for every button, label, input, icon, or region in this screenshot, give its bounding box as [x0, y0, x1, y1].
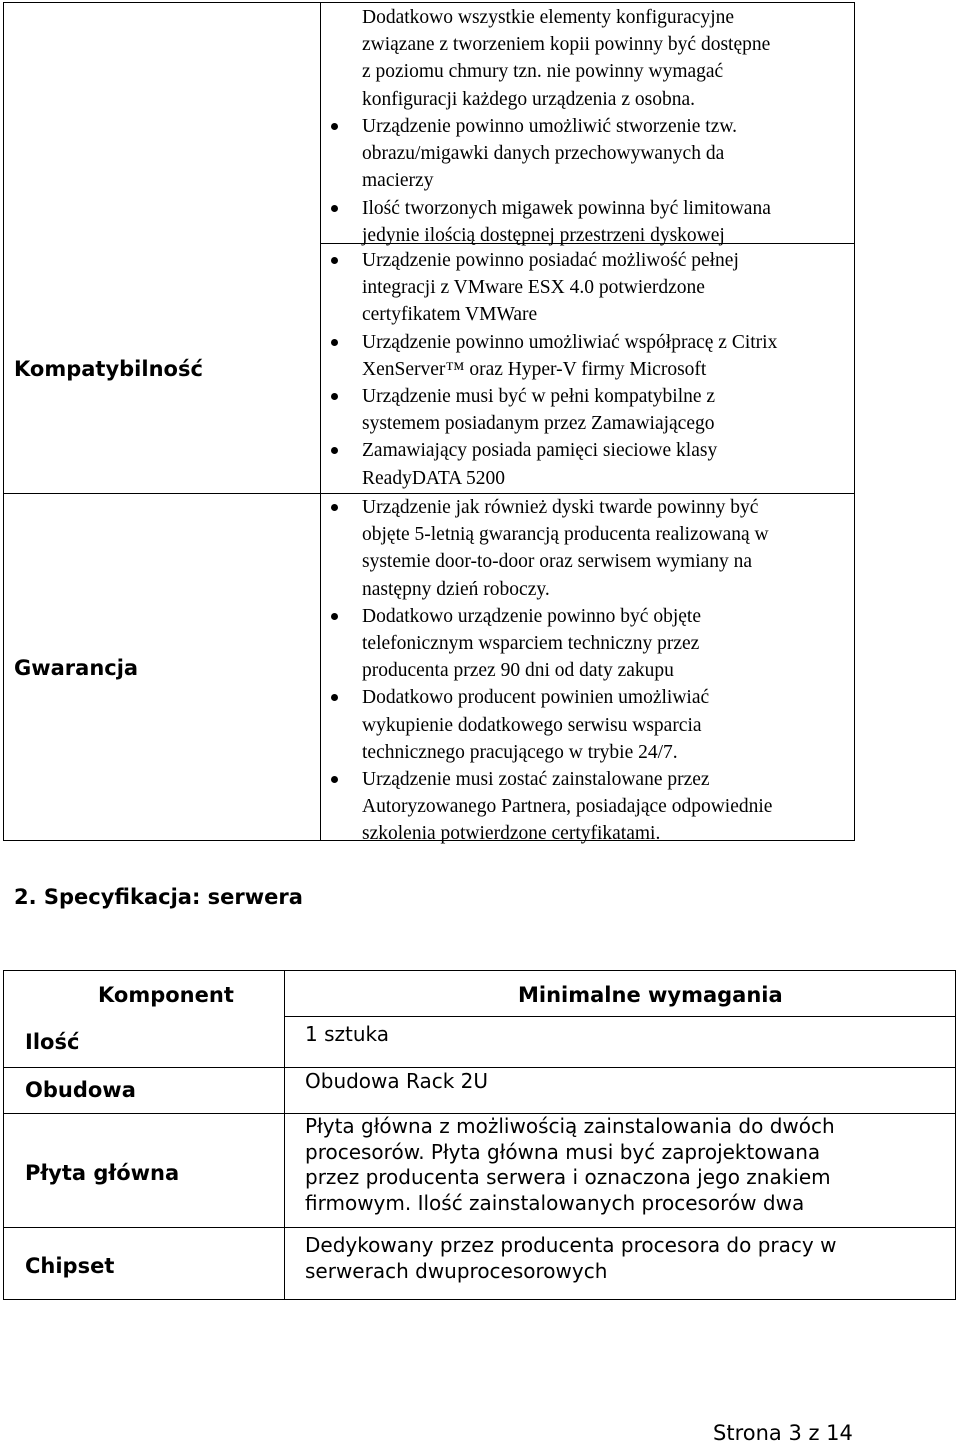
text-line: systemem posiadanym przez Zamawiającego: [362, 413, 715, 435]
column-header-requirements: Minimalne wymagania: [518, 983, 783, 1007]
text-line: Urządzenie jak również dyski twarde powinny być: [362, 497, 759, 518]
text-line: objęte 5-letnią gwarancją producenta realizowaną w: [362, 524, 769, 546]
text-line: szkolenia potwierdzone certyfikatami.: [362, 823, 661, 845]
text-line: z poziomu chmury tzn. nie powinny wymagać: [362, 61, 724, 83]
text-line: Dodatkowo urządzenie powinno być objęte: [362, 605, 701, 627]
text-line: następny dzień roboczy.: [362, 578, 550, 600]
text-line: Autoryzowanego Partnera, posiadające odpowiednie: [362, 796, 773, 818]
text-line: telefonicznym wsparciem techniczny przez: [362, 633, 700, 655]
text-line: Dodatkowo producent powinien umożliwiać: [362, 687, 710, 709]
text-line: Urządzenie musi zostać zainstalowane przez: [362, 769, 710, 791]
row-label-chipset: Chipset: [25, 1254, 115, 1278]
text-line: Zamawiający posiada pamięci sieciowe klasy: [362, 440, 718, 462]
text-line: serwerach dwuprocesorowych: [305, 1258, 608, 1283]
text-line: producenta przez 90 dni od daty zakupu: [362, 660, 674, 682]
bullet-item: [317, 603, 851, 685]
row-value-motherboard: [305, 1114, 835, 1216]
text-line: ReadyDATA 5200: [362, 467, 506, 489]
text-line: związane z tworzeniem kopii powinny być dostępne: [362, 34, 771, 56]
text-line: firmowym. Ilość zainstalowanych procesorów dwa: [305, 1190, 805, 1215]
text-line: integracji z VMware ESX 4.0 potwierdzone: [362, 277, 705, 299]
text-line: obrazu/migawki danych przechowywanych da: [362, 143, 725, 165]
text-line: jedynie ilością dostępnej przestrzeni dyskowej: [362, 224, 725, 246]
row-divider: [4, 1227, 956, 1228]
text-line: Urządzenie powinno umożliwiać współpracę z Citrix: [362, 331, 778, 353]
row-value-quantity: [305, 1022, 389, 1048]
bullet-item: [317, 684, 851, 766]
row-value-chassis: [305, 1069, 488, 1095]
text-line: XenServer™ oraz Hyper-V firmy Microsoft: [362, 358, 707, 380]
row-divider: [4, 1067, 956, 1068]
text-line: procesorów. Płyta główna musi być zaprojektowana: [305, 1139, 821, 1164]
text-line: Dodatkowo wszystkie elementy konfiguracyjne: [362, 7, 735, 28]
text-line: wykupienie dodatkowego serwisu wsparcia: [362, 714, 702, 736]
row-value-chipset: [305, 1233, 836, 1284]
text-line: Ilość tworzonych migawek powinna być limitowana: [362, 197, 771, 219]
text-line: macierzy: [362, 170, 434, 192]
bullet-item: [317, 383, 851, 437]
section-heading: 2. Specyfikacja: serwera: [14, 885, 303, 909]
text-line: Obudowa Rack 2U: [305, 1069, 489, 1093]
bullet-list-snapshots: [317, 113, 851, 249]
bullet-item: [317, 195, 851, 249]
row-label-motherboard: Płyta główna: [25, 1161, 180, 1185]
row-label-quantity: Ilość: [25, 1030, 80, 1054]
row-label-warranty: Gwarancja: [14, 656, 139, 680]
intro-paragraph: [362, 4, 852, 113]
text-line: Płyta główna z możliwością zainstalowania do dwóch: [305, 1114, 835, 1138]
text-line: systemie door-to-door oraz serwisem wymiany na: [362, 551, 753, 573]
server-spec-table: [3, 970, 956, 1300]
bullet-item: [317, 437, 851, 491]
text-line: Dedykowany przez producenta procesora do pracy w: [305, 1233, 837, 1257]
row-label-compatibility: Kompatybilność: [14, 357, 203, 381]
text-line: Urządzenie powinno umożliwić stworzenie tzw.: [362, 116, 738, 137]
text-line: konfiguracji każdego urządzenia z osobna.: [362, 88, 695, 110]
bullet-item: [317, 329, 851, 383]
label-column: [4, 3, 321, 840]
text-line: 1 sztuka: [305, 1022, 390, 1046]
bullet-item: [317, 494, 851, 603]
column-divider: [284, 971, 285, 1299]
column-header-component: Komponent: [98, 983, 234, 1007]
bullet-list-compatibility: [317, 247, 851, 492]
bullet-item: [317, 113, 851, 195]
text-line: przez producenta serwera i oznaczona jego znakiem: [305, 1165, 831, 1189]
text-line: Urządzenie musi być w pełni kompatybilne z: [362, 386, 716, 408]
bullet-item: [317, 247, 851, 329]
text-line: Urządzenie powinno posiadać możliwość pełnej: [362, 250, 739, 271]
bullet-item: [317, 766, 851, 848]
text-line: technicznego pracującego w trybie 24/7.: [362, 741, 678, 763]
text-line: certyfikatem VMWare: [362, 304, 538, 326]
row-label-chassis: Obudowa: [25, 1078, 136, 1102]
row-divider: [284, 1016, 956, 1017]
bullet-list-warranty: [317, 494, 851, 848]
page-number: Strona 3 z 14: [713, 1421, 853, 1445]
